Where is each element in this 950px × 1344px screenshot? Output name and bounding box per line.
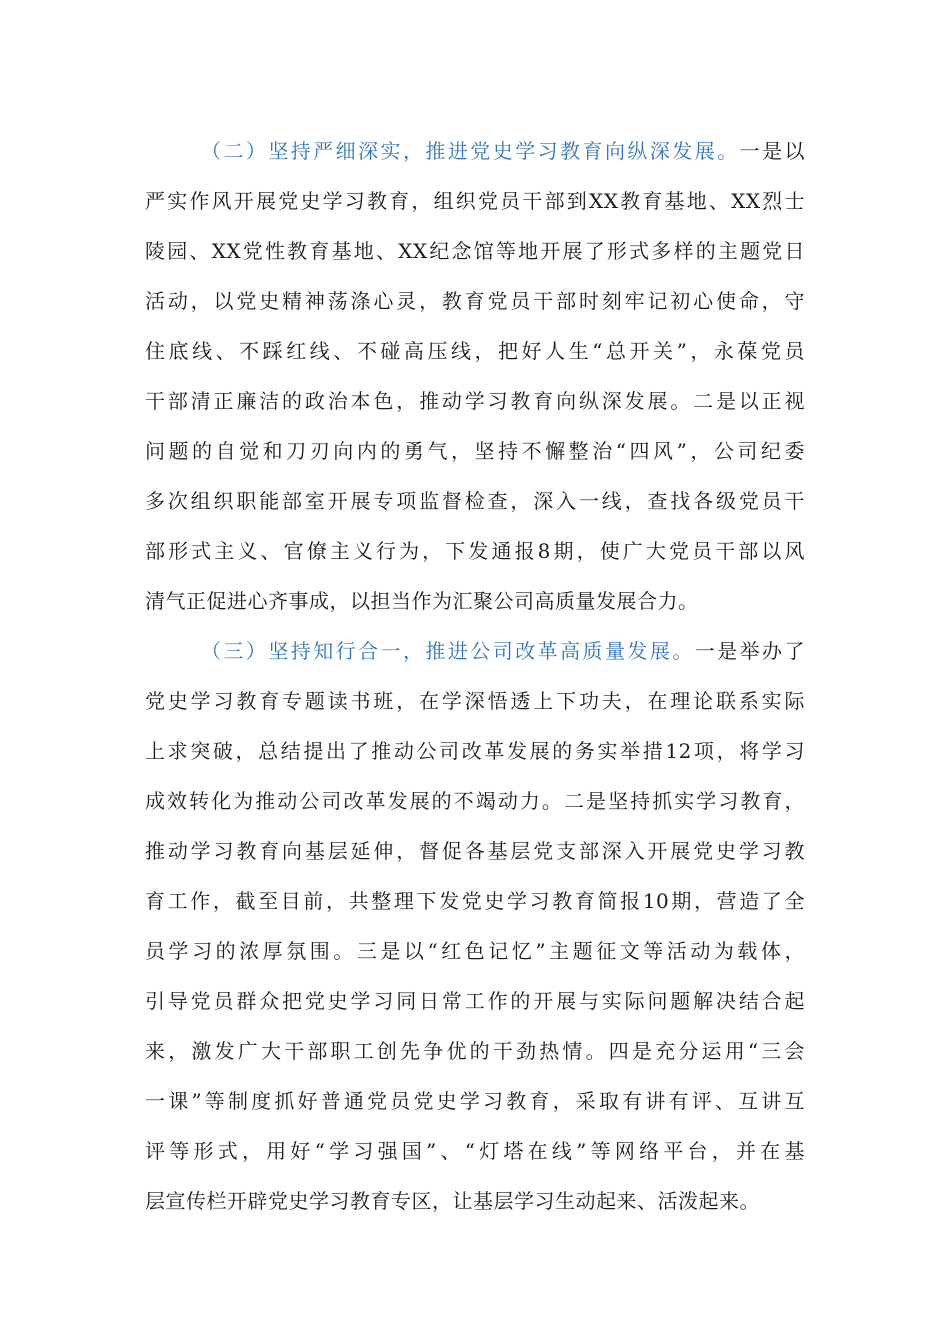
paragraph-line: 问题的自觉和刀刃向内的勇气，坚持不懈整治“四风”，公司纪委 — [145, 439, 805, 463]
paragraph-line: 一课”等制度抓好普通党员党史学习教育，采取有讲有评、互讲互 — [145, 1089, 805, 1113]
paragraph-line: 来，激发广大干部职工创先争优的干劲热情。四是充分运用“三会 — [145, 1039, 805, 1063]
paragraph-line: 干部清正廉洁的政治本色，推动学习教育向纵深发展。二是以正视 — [145, 389, 805, 413]
paragraph-line: 育工作，截至目前，共整理下发党史学习教育简报10期，营造了全 — [145, 889, 805, 913]
paragraph-line: 评等形式，用好“学习强国”、“灯塔在线”等网络平台，并在基 — [145, 1139, 805, 1163]
paragraph-line — [145, 126, 805, 176]
paragraph-line: 层宣传栏开辟党史学习教育专区，让基层学习生动起来、活泼起来。 — [145, 1189, 760, 1213]
paragraph-text: 一是举办了 — [694, 639, 806, 663]
paragraph-line: 活动，以党史精神荡涤心灵，教育党员干部时刻牢记初心使命，守 — [145, 289, 805, 313]
paragraph-line: 部形式主义、官僚主义行为，下发通报8期，使广大党员干部以风 — [145, 539, 805, 563]
paragraph-line: 员学习的浓厚氛围。三是以“红色记忆”主题征文等活动为载体， — [145, 939, 805, 963]
paragraph-line: 上求突破，总结提出了推动公司改革发展的务实举措12项，将学习 — [145, 739, 805, 763]
document-body — [145, 126, 805, 1226]
paragraph-line: 推动学习教育向基层延伸，督促各基层党支部深入开展党史学习教 — [145, 839, 805, 863]
paragraph-text: 一是以 — [739, 139, 806, 163]
paragraph-line: 陵园、XX党性教育基地、XX纪念馆等地开展了形式多样的主题党日 — [145, 239, 805, 263]
section-heading: （二）坚持严细深实，推进党史学习教育向纵深发展。 — [201, 139, 740, 163]
paragraph-line: 住底线、不踩红线、不碰高压线，把好人生“总开关”，永葆党员 — [145, 339, 805, 363]
paragraph-line — [145, 626, 805, 676]
paragraph-line: 严实作风开展党史学习教育，组织党员干部到XX教育基地、XX烈士 — [145, 189, 805, 213]
section-heading: （三）坚持知行合一，推进公司改革高质量发展。 — [201, 639, 695, 663]
paragraph-line: 多次组织职能部室开展专项监督检查，深入一线，查找各级党员干 — [145, 489, 805, 513]
paragraph-line: 清气正促进心齐事成，以担当作为汇聚公司高质量发展合力。 — [145, 589, 699, 613]
paragraph-line: 党史学习教育专题读书班，在学深悟透上下功夫，在理论联系实际 — [145, 689, 805, 713]
paragraph-line: 成效转化为推动公司改革发展的不竭动力。二是坚持抓实学习教育， — [145, 789, 805, 813]
paragraph-line: 引导党员群众把党史学习同日常工作的开展与实际问题解决结合起 — [145, 989, 805, 1013]
